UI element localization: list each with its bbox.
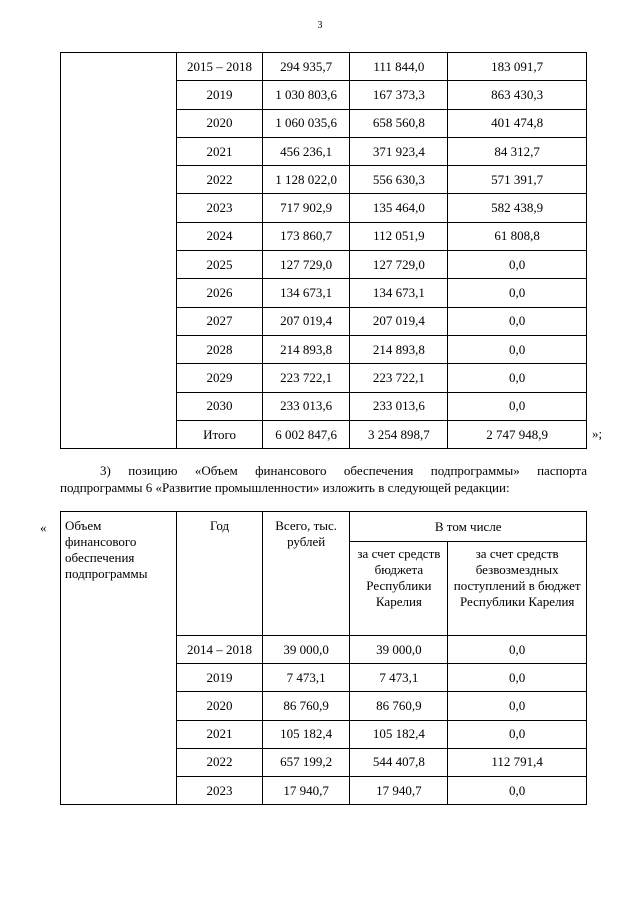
budget-cell: 556 630,3 xyxy=(350,166,448,194)
subprogram-label: Объем финансового обеспечения подпрограммы xyxy=(65,518,148,581)
budget-cell: 233 013,6 xyxy=(350,392,448,420)
budget-cell: 134 673,1 xyxy=(350,279,448,307)
other-cell: 0,0 xyxy=(448,664,587,692)
total-header: Всего, тыс. рублей xyxy=(262,512,350,636)
other-cell: 0,0 xyxy=(448,279,587,307)
total-cell: 6 002 847,6 xyxy=(262,420,350,448)
table-row xyxy=(61,53,587,81)
other-cell: 0,0 xyxy=(448,335,587,363)
year-cell: 2023 xyxy=(177,194,263,222)
year-cell: 2022 xyxy=(177,166,263,194)
year-cell: Итого xyxy=(177,420,263,448)
budget-cell: 7 473,1 xyxy=(350,664,448,692)
total-cell: 127 729,0 xyxy=(262,251,350,279)
total-cell: 294 935,7 xyxy=(262,53,350,81)
year-cell: 2015 – 2018 xyxy=(177,53,263,81)
other-cell: 0,0 xyxy=(448,392,587,420)
total-cell: 1 060 035,6 xyxy=(262,109,350,137)
other-cell: 0,0 xyxy=(448,307,587,335)
budget-cell: 223 722,1 xyxy=(350,364,448,392)
other-cell: 401 474,8 xyxy=(448,109,587,137)
funding-table-subprogram-6 xyxy=(60,511,587,805)
budget-cell: 17 940,7 xyxy=(350,776,448,804)
other-cell: 582 438,9 xyxy=(448,194,587,222)
year-cell: 2020 xyxy=(177,109,263,137)
budget-cell: 3 254 898,7 xyxy=(350,420,448,448)
budget-cell: 214 893,8 xyxy=(350,335,448,363)
year-cell: 2023 xyxy=(177,776,263,804)
empty-label-cell xyxy=(61,53,177,449)
total-cell: 207 019,4 xyxy=(262,307,350,335)
year-cell: 2026 xyxy=(177,279,263,307)
year-cell: 2019 xyxy=(177,664,263,692)
year-cell: 2028 xyxy=(177,335,263,363)
total-cell: 223 722,1 xyxy=(262,364,350,392)
total-cell: 1 030 803,6 xyxy=(262,81,350,109)
other-cell: 0,0 xyxy=(448,251,587,279)
other-cell: 0,0 xyxy=(448,364,587,392)
paragraph-line-2: подпрограммы 6 «Развитие промышленности» изложить в следующей редакции: xyxy=(60,480,510,495)
total-cell: 134 673,1 xyxy=(262,279,350,307)
total-cell: 105 182,4 xyxy=(262,720,350,748)
total-cell: 233 013,6 xyxy=(262,392,350,420)
year-cell: 2027 xyxy=(177,307,263,335)
budget-cell: 658 560,8 xyxy=(350,109,448,137)
year-header: Год xyxy=(177,512,263,636)
other-cell: 84 312,7 xyxy=(448,137,587,165)
subprogram-label-cell xyxy=(61,512,177,805)
year-cell: 2014 – 2018 xyxy=(177,636,263,664)
other-cell: 183 091,7 xyxy=(448,53,587,81)
funding-table-continuation xyxy=(60,52,587,449)
page-number: 3 xyxy=(317,20,323,31)
opening-quote: « xyxy=(40,520,47,535)
total-cell: 17 940,7 xyxy=(262,776,350,804)
budget-header: за счет средств бюджета Республики Карелия xyxy=(350,542,448,636)
budget-cell: 112 051,9 xyxy=(350,222,448,250)
other-header: за счет средств безвозмездных поступлений в бюджет Республики Карелия xyxy=(448,542,587,636)
other-cell: 112 791,4 xyxy=(448,748,587,776)
budget-cell: 544 407,8 xyxy=(350,748,448,776)
other-cell: 0,0 xyxy=(448,776,587,804)
including-header: В том числе xyxy=(350,512,587,542)
total-cell: 657 199,2 xyxy=(262,748,350,776)
year-cell: 2030 xyxy=(177,392,263,420)
budget-cell: 39 000,0 xyxy=(350,636,448,664)
budget-cell: 86 760,9 xyxy=(350,692,448,720)
year-cell: 2021 xyxy=(177,137,263,165)
year-cell: 2025 xyxy=(177,251,263,279)
budget-cell: 371 923,4 xyxy=(350,137,448,165)
budget-cell: 105 182,4 xyxy=(350,720,448,748)
year-cell: 2024 xyxy=(177,222,263,250)
other-cell: 61 808,8 xyxy=(448,222,587,250)
year-cell: 2021 xyxy=(177,720,263,748)
budget-cell: 167 373,3 xyxy=(350,81,448,109)
total-cell: 1 128 022,0 xyxy=(262,166,350,194)
year-cell: 2020 xyxy=(177,692,263,720)
budget-cell: 135 464,0 xyxy=(350,194,448,222)
other-cell: 0,0 xyxy=(448,720,587,748)
other-cell: 2 747 948,9 xyxy=(448,420,587,448)
total-cell: 173 860,7 xyxy=(262,222,350,250)
other-cell: 0,0 xyxy=(448,692,587,720)
other-cell: 863 430,3 xyxy=(448,81,587,109)
total-cell: 86 760,9 xyxy=(262,692,350,720)
closing-quote: »; xyxy=(592,426,603,441)
total-cell: 214 893,8 xyxy=(262,335,350,363)
year-cell: 2019 xyxy=(177,81,263,109)
amendment-paragraph xyxy=(60,462,587,496)
other-cell: 0,0 xyxy=(448,636,587,664)
total-cell: 717 902,9 xyxy=(262,194,350,222)
budget-cell: 127 729,0 xyxy=(350,251,448,279)
table-header-row xyxy=(61,512,587,542)
total-cell: 7 473,1 xyxy=(262,664,350,692)
year-cell: 2029 xyxy=(177,364,263,392)
total-cell: 39 000,0 xyxy=(262,636,350,664)
paragraph-line-1: 3) позицию «Объем финансового обеспечения подпрограммы» паспорта xyxy=(100,463,587,478)
year-cell: 2022 xyxy=(177,748,263,776)
total-cell: 456 236,1 xyxy=(262,137,350,165)
budget-cell: 207 019,4 xyxy=(350,307,448,335)
other-cell: 571 391,7 xyxy=(448,166,587,194)
budget-cell: 111 844,0 xyxy=(350,53,448,81)
